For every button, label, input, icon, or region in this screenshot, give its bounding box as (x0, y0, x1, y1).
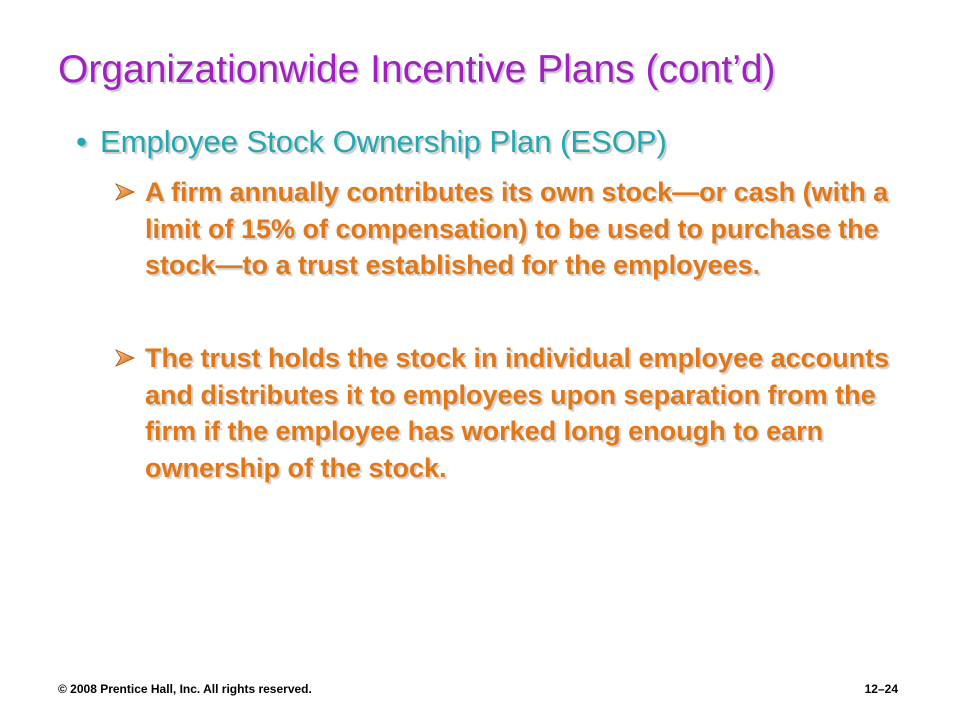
sub-bullet-item (114, 174, 894, 284)
arrow-bullet-icon (114, 347, 136, 369)
bullet-item (76, 122, 936, 162)
footer-copyright: © 2008 Prentice Hall, Inc. All rights reserved. (58, 682, 312, 696)
bullet-dot-icon: • (76, 124, 87, 159)
sub-bullet-text: A firm annually contributes its own stock—or cash (with a limit of 15% of compensation) to be used to purchase the stock—to a trust established for the employees. (145, 177, 889, 280)
arrow-bullet-icon (114, 181, 136, 203)
slide-title: Organizationwide Incentive Plans (cont’d) (58, 48, 776, 91)
footer-page-number: 12–24 (864, 682, 898, 696)
bullet-text: Employee Stock Ownership Plan (ESOP) (100, 124, 667, 159)
sub-bullet-text: The trust holds the stock in individual employee accounts and distributes it to employees upon separation from the firm if the employee has worked long enough to earn ownership of the stock. (145, 343, 890, 483)
sub-bullet-item (114, 340, 894, 486)
